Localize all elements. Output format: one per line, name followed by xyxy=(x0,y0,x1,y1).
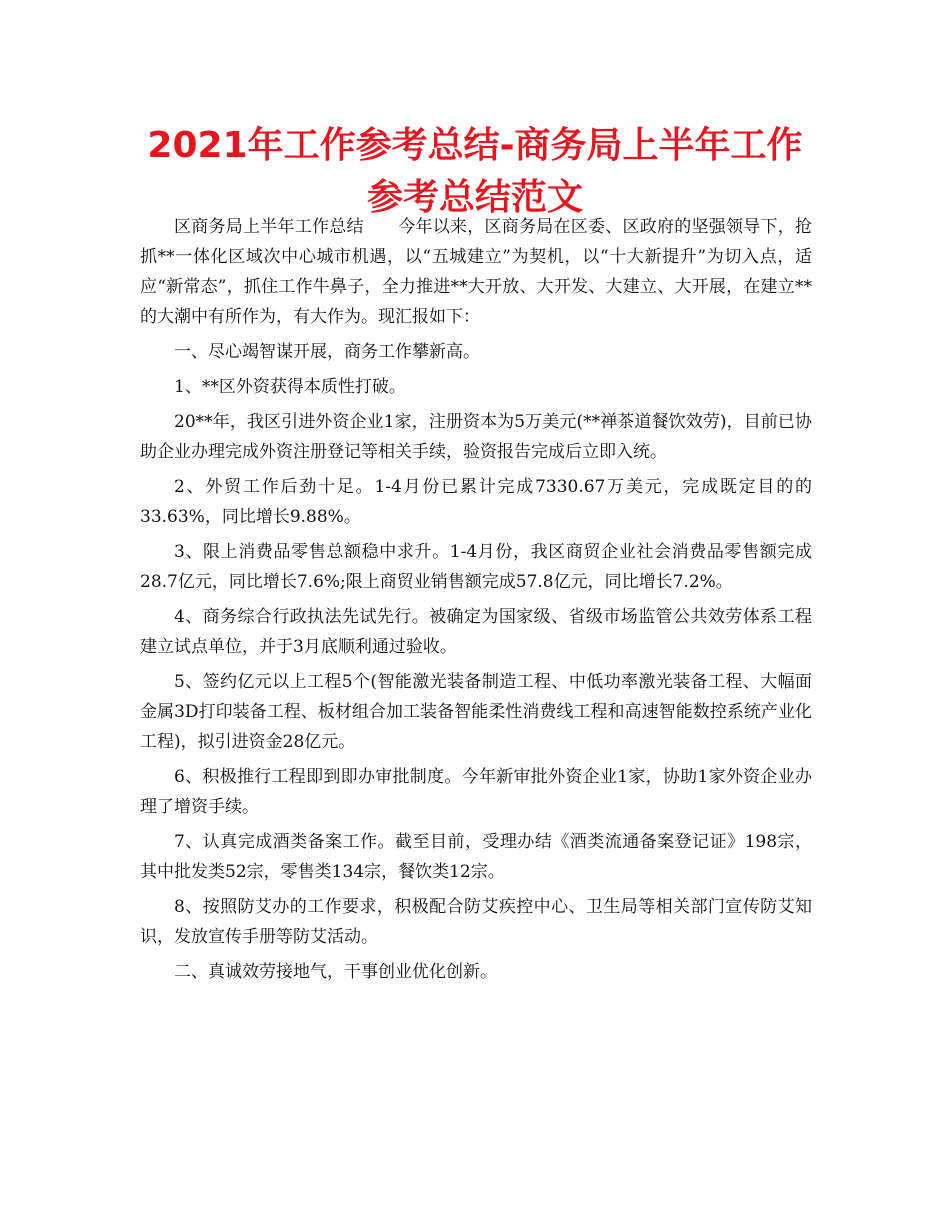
paragraph-item-4: 4、商务综合行政执法先试先行。被确定为国家级、省级市场监管公共效劳体系工程建立试点单位，并于3月底顺利通过验收。 xyxy=(140,607,812,657)
paragraph-intro: 区商务局上半年工作总结 今年以来，区商务局在区委、区政府的坚强领导下，抢抓**一体化区域次中心城市机遇，以“五城建立”为契机，以“十大新提升”为切入点，适应“新常态”，抓住工作牛鼻子，全力推进**大开放、大开发、大建立、大开展，在建立**的大潮中有所作为，有大作为。现汇报如下： xyxy=(140,217,812,327)
paragraph-item-3: 3、限上消费品零售总额稳中求升。1-4月份，我区商贸企业社会消费品零售额完成28.7亿元，同比增长7.6%;限上商贸业销售额完成57.8亿元，同比增长7.2%。 xyxy=(140,542,812,592)
paragraph-item-8: 8、按照防艾办的工作要求，积极配合防艾疾控中心、卫生局等相关部门宣传防艾知识，发放宣传手册等防艾活动。 xyxy=(140,897,812,947)
document-title: 2021年工作参考总结-商务局上半年工作参考总结范文 xyxy=(147,125,803,218)
section-heading-2: 二、真诚效劳接地气，干事创业优化创新。 xyxy=(174,962,497,982)
paragraph-item-7: 7、认真完成酒类备案工作。截至目前，受理办结《酒类流通备案登记证》198宗，其中批发类52宗，零售类134宗，餐饮类12宗。 xyxy=(140,832,812,882)
section-heading-1: 一、尽心竭智谋开展，商务工作攀新高。 xyxy=(174,342,480,362)
paragraph-item-2: 2、外贸工作后劲十足。1-4月份已累计完成7330.67万美元，完成既定目的的33.63%，同比增长9.88%。 xyxy=(140,477,812,527)
paragraph-item-5: 5、签约亿元以上工程5个(智能激光装备制造工程、中低功率激光装备工程、大幅面金属3D打印装备工程、板材组合加工装备智能柔性消费线工程和高速智能数控系统产业化工程)，拟引进资金28亿元。 xyxy=(140,672,812,752)
paragraph-item-1-detail: 20**年，我区引进外资企业1家，注册资本为5万美元(**禅茶道餐饮效劳)，目前已协助企业办理完成外资注册登记等相关手续，验资报告完成后立即入统。 xyxy=(140,412,812,462)
paragraph-item-6: 6、积极推行工程即到即办审批制度。今年新审批外资企业1家，协助1家外资企业办理了增资手续。 xyxy=(140,767,812,817)
paragraph-item-1: 1、**区外资获得本质性打破。 xyxy=(174,377,406,397)
document-body xyxy=(140,212,812,992)
